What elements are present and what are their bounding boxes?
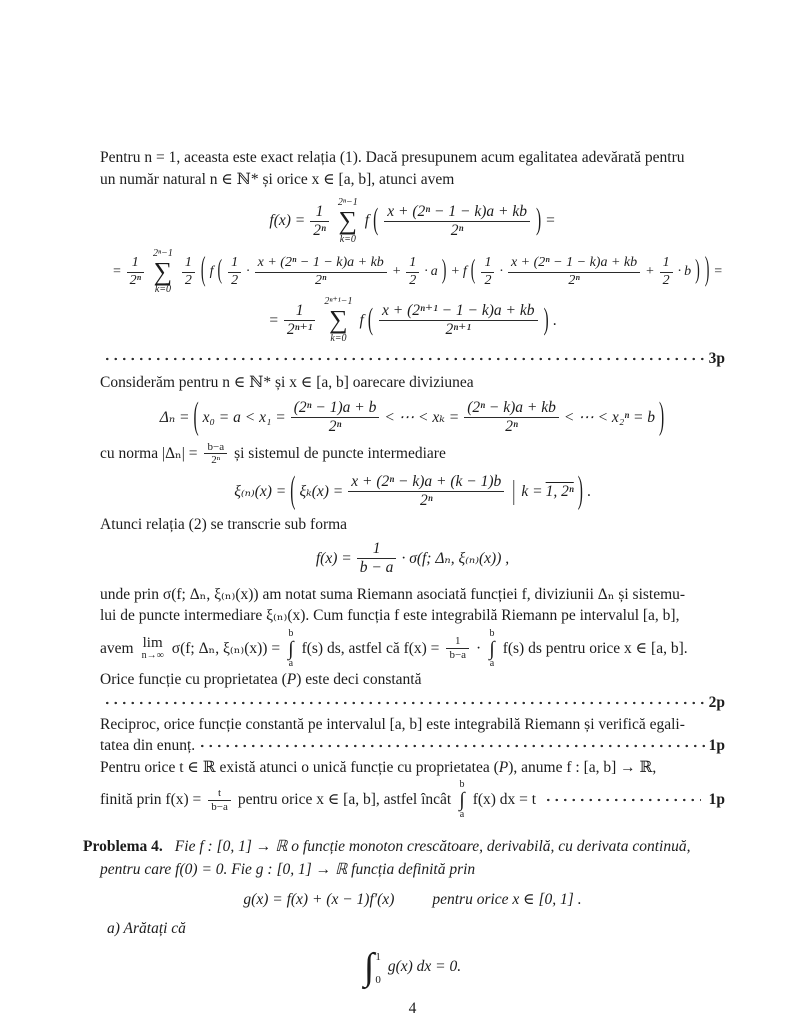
vertical-bar: | <box>512 475 516 507</box>
text-segment: Orice funcție cu proprietatea ( <box>100 670 287 688</box>
sum-upper-limit: 2ⁿ⁺¹−1 <box>324 296 353 308</box>
math-lhs: f(x) = <box>269 212 306 230</box>
math-segment: < ⋯ < xₖ = <box>384 409 460 427</box>
sum-upper-limit: 2ⁿ−1 <box>337 197 358 208</box>
fraction-denominator: 2 <box>406 272 419 290</box>
left-paren: ( <box>367 303 374 337</box>
integral-upper-limit: b <box>459 779 465 791</box>
summation <box>153 249 173 296</box>
dotted-leader <box>198 744 706 748</box>
sigma-symbol: ∑ <box>338 206 358 235</box>
fraction <box>284 302 315 340</box>
math-lhs: f(x) = <box>315 549 352 567</box>
outer-right-paren: ) <box>704 252 710 290</box>
fraction-denominator: b − a <box>357 558 397 577</box>
text-segment: ) este deci constantă <box>296 670 422 688</box>
riemann-paragraph <box>100 584 725 691</box>
inline-fraction <box>208 787 231 813</box>
fraction-denominator: 2 <box>228 272 241 290</box>
fraction-numerator: 1 <box>231 255 239 271</box>
fraction-denominator: 2ⁿ <box>204 453 227 467</box>
dotted-leader <box>103 701 706 705</box>
fraction-denominator: 2 <box>481 272 494 290</box>
fraction-numerator: 1 <box>315 202 324 220</box>
fraction <box>310 203 329 241</box>
fraction-numerator: 1 <box>662 255 670 271</box>
integral-lower-limit: a <box>459 809 465 821</box>
right-paren: ) <box>535 203 542 237</box>
fraction <box>384 203 530 241</box>
fraction <box>406 255 419 289</box>
text-segment: pentru orice x ∈ [a, b], astfel încât <box>237 791 452 809</box>
equation-induction-1 <box>100 198 725 245</box>
equals-sign: = <box>112 264 122 280</box>
lim-subscript: n→∞ <box>141 650 164 662</box>
fraction-denominator: 2ⁿ <box>291 417 380 436</box>
fraction <box>464 399 559 437</box>
math-segment: < ⋯ < x₂ⁿ = b <box>563 409 656 427</box>
equation-induction-3 <box>100 297 725 344</box>
fraction-numerator: x + (2ⁿ − k)a + (k − 1)b <box>351 472 502 490</box>
problem-heading-line <box>83 836 725 859</box>
function-f: f <box>462 264 467 280</box>
paragraph-line: Reciproc, orice funcție constantă pe intervalul [a, b] este integrabilă Riemann și verifică egali- <box>100 715 685 733</box>
cdot-symbol: · <box>677 264 682 280</box>
property-p-symbol: P <box>286 670 297 688</box>
fraction-numerator: b−a <box>207 440 225 453</box>
variable-a: a <box>430 264 438 280</box>
problem-statement: Fie f : [0, 1] → ℝ o funcție monoton crescătoare, derivabilă, cu derivata continuă, <box>174 838 691 856</box>
equals-sign: = <box>545 212 556 230</box>
fraction <box>348 473 504 511</box>
consider-paragraph: Considerăm pentru n ∈ ℕ* și x ∈ [a, b] oarecare diviziunea <box>100 373 474 391</box>
fraction-numerator: (2ⁿ − k)a + kb <box>467 399 556 417</box>
fraction <box>228 255 241 289</box>
sum-lower-limit: k=0 <box>330 333 347 345</box>
fraction-denominator: 2ⁿ⁺¹ <box>284 320 315 339</box>
problem-4-block <box>83 836 725 990</box>
score-badge: 2p <box>708 694 725 712</box>
equals-sign: = <box>268 311 279 329</box>
integral-lower-limit: a <box>489 657 495 669</box>
text-segment: Pentru orice t ∈ ℝ există atunci o unică funcție cu proprietatea ( <box>100 758 499 776</box>
math-lhs: ξ₍ₙ₎(x) = <box>234 483 287 501</box>
integral-block <box>459 780 464 820</box>
score-line-1p <box>100 735 725 757</box>
fraction <box>182 255 195 289</box>
text-segment: finită prin f(x) = <box>100 791 202 809</box>
integral-symbol: ∫ <box>459 789 465 812</box>
fraction <box>255 255 387 289</box>
integral-block <box>489 629 494 669</box>
page-number: 4 <box>408 1000 417 1018</box>
variable-b: b <box>684 264 692 280</box>
score-badge: 1p <box>708 737 725 755</box>
text-segment: f(s) ds, astfel că f(x) = <box>301 639 440 657</box>
problem-statement-line-2: pentru care f(0) = 0. Fie g : [0, 1] → ℝ funcția definită prin <box>100 860 476 878</box>
math-rhs: g(x) dx = 0. <box>387 957 462 975</box>
fraction-denominator: 2ⁿ <box>127 272 144 290</box>
text-segment: cu norma |Δₙ| = <box>100 445 198 463</box>
fraction <box>481 255 494 289</box>
left-paren: ( <box>470 256 476 286</box>
fraction-numerator: 1 <box>295 301 304 319</box>
fraction-numerator: x + (2ⁿ − 1 − k)a + kb <box>257 255 384 271</box>
integral-upper-limit: 1 <box>375 951 381 964</box>
paragraph-line: unde prin σ(f; Δₙ, ξ₍ₙ₎(x)) am notat suma Riemann asociată funcției f, diviziunii Δₙ și sistemu- <box>100 585 686 603</box>
paragraph-line: Pentru n = 1, aceasta este exact relația (1). Dacă presupunem acum egalitatea adevărată pentru <box>100 149 685 166</box>
atunci-paragraph: Atunci relația (2) se transcrie sub forma <box>100 516 348 534</box>
math-segment: ξₖ(x) = <box>299 483 344 501</box>
inline-fraction <box>446 635 469 661</box>
sum-upper-limit: 2ⁿ−1 <box>153 247 173 259</box>
fraction-denominator: b−a <box>208 800 231 814</box>
integral-symbol: ∫ <box>288 637 294 660</box>
math-expression: g(x) = f(x) + (x − 1)f′(x) <box>243 891 395 909</box>
integral-lower-limit: a <box>288 657 294 669</box>
fraction-numerator: x + (2ⁿ − 1 − k)a + kb <box>510 255 638 271</box>
left-paren: ( <box>373 203 379 237</box>
fraction-denominator: 2ⁿ <box>464 417 559 436</box>
equation-integral-g <box>100 944 725 990</box>
cdot-symbol: · <box>246 264 250 280</box>
integral-upper-limit: b <box>288 627 294 639</box>
paragraph-line: lui de puncte intermediare ξ₍ₙ₎(x). Cum funcția f este integrabilă Riemann pe intervalul [a, b], <box>100 607 680 625</box>
equation-intermediate-points <box>100 469 725 512</box>
fraction-numerator: 1 <box>454 635 461 648</box>
math-segment: k = <box>521 482 543 500</box>
right-paren: ) <box>543 303 549 337</box>
paragraph-line <box>100 669 725 691</box>
score-line-3p <box>100 348 725 370</box>
period: . <box>552 311 557 329</box>
fraction <box>379 302 538 340</box>
limit-line <box>100 629 725 669</box>
paragraph-line: un număr natural n ∈ ℕ* și orice x ∈ [a, b], atunci avem <box>100 170 455 188</box>
fraction-denominator: 2ⁿ <box>255 272 387 290</box>
equals-sign: = <box>713 264 723 280</box>
score-line-2p <box>100 692 725 714</box>
integral-block <box>288 629 293 669</box>
plus-sign: + <box>645 264 655 280</box>
text-segment: f(x) dx = t <box>472 791 537 809</box>
math-lhs: Δₙ = <box>159 409 190 427</box>
text-segment: f(s) ds pentru orice x ∈ [a, b]. <box>502 639 688 657</box>
period: . <box>586 482 591 500</box>
equation-riemann-sum <box>100 540 725 578</box>
dotted-leader <box>544 798 701 802</box>
math-rhs: · σ(f; Δₙ, ξ₍ₙ₎(x)) , <box>401 550 510 568</box>
integral-symbol: ∫ <box>489 637 495 660</box>
fraction <box>357 540 397 578</box>
sigma-symbol: ∑ <box>153 256 173 286</box>
integral-lower-limit: 0 <box>375 973 381 986</box>
sigma-symbol: ∑ <box>329 305 348 335</box>
fraction-denominator: 2ⁿ⁺¹ <box>379 320 538 339</box>
integral-symbol: ∫ <box>363 946 375 989</box>
cdot-symbol: · <box>499 264 503 280</box>
fraction-numerator: 1 <box>131 255 139 271</box>
sum-lower-limit: k=0 <box>339 233 356 245</box>
lim-label: lim <box>142 635 163 652</box>
equation-g-definition <box>100 889 725 912</box>
text-segment: σ(f; Δₙ, ξ₍ₙ₎(x)) = <box>171 639 281 657</box>
plus-sign: + <box>450 264 460 280</box>
fraction-denominator: 2 <box>660 272 673 290</box>
subquestion-a: a) Arătați că <box>107 919 186 937</box>
fraction-numerator: 1 <box>484 255 492 271</box>
inline-fraction <box>204 441 227 467</box>
left-paren: ( <box>290 469 296 512</box>
text-segment: tatea din enunț. <box>100 737 196 755</box>
left-paren: ( <box>193 395 199 438</box>
fraction <box>291 399 380 437</box>
fraction <box>127 255 144 289</box>
math-condition: pentru orice x ∈ [0, 1] . <box>432 891 582 909</box>
fraction-numerator: t <box>218 786 222 799</box>
right-paren: ) <box>695 256 700 286</box>
fraction-denominator: 2ⁿ <box>310 221 329 240</box>
text-segment: ), anume f : [a, b] → ℝ, <box>508 758 657 776</box>
dotted-leader <box>103 357 706 361</box>
fraction-numerator: 1 <box>372 539 381 557</box>
fraction-denominator: 2ⁿ <box>508 272 640 290</box>
problem-label: Problema 4. <box>83 838 163 856</box>
right-paren: ) <box>659 395 665 438</box>
display-integral <box>364 944 381 990</box>
summation <box>338 198 358 245</box>
intro-paragraph <box>100 147 725 190</box>
final-line-1p <box>100 780 725 820</box>
fraction-denominator: b−a <box>446 648 469 662</box>
math-segment: x₀ = a < x₁ = <box>202 408 286 426</box>
right-paren: ) <box>577 469 583 512</box>
outer-left-paren: ( <box>200 252 206 290</box>
fraction-numerator: 1 <box>184 255 192 271</box>
fraction-numerator: (2ⁿ − 1)a + b <box>293 399 377 417</box>
fraction-denominator: 2 <box>182 272 195 290</box>
fraction-numerator: x + (2ⁿ − 1 − k)a + kb <box>387 202 527 220</box>
paragraph-line <box>100 757 725 779</box>
function-f: f <box>359 311 364 329</box>
score-badge: 3p <box>708 350 725 368</box>
norm-line <box>100 441 725 467</box>
fraction-denominator: 2ⁿ <box>384 221 530 240</box>
overline-range: 1, 2ⁿ <box>545 482 574 500</box>
reciproc-paragraph <box>100 714 725 821</box>
fraction-numerator: x + (2ⁿ⁺¹ − 1 − k)a + kb <box>382 301 535 319</box>
score-badge: 1p <box>708 791 725 809</box>
property-p-symbol: P <box>498 758 509 776</box>
text-segment: și sistemul de puncte intermediare <box>234 445 446 463</box>
limit-block <box>142 636 164 661</box>
fraction <box>508 255 640 289</box>
function-f: f <box>209 264 214 280</box>
cdot-symbol: · <box>424 264 428 280</box>
fraction-numerator: 1 <box>409 255 417 271</box>
fraction-denominator: 2ⁿ <box>348 491 504 510</box>
text-segment: avem <box>100 639 134 657</box>
function-f: f <box>364 212 370 230</box>
plus-sign: + <box>391 264 402 280</box>
sum-lower-limit: k=0 <box>154 284 172 296</box>
integral-upper-limit: b <box>489 627 495 639</box>
equation-induction-2 <box>40 249 791 296</box>
left-paren: ( <box>217 256 223 286</box>
summation <box>324 297 352 344</box>
fraction <box>660 255 673 289</box>
equation-division <box>100 395 725 438</box>
right-paren: ) <box>441 256 447 286</box>
cdot-symbol: · <box>476 639 482 657</box>
